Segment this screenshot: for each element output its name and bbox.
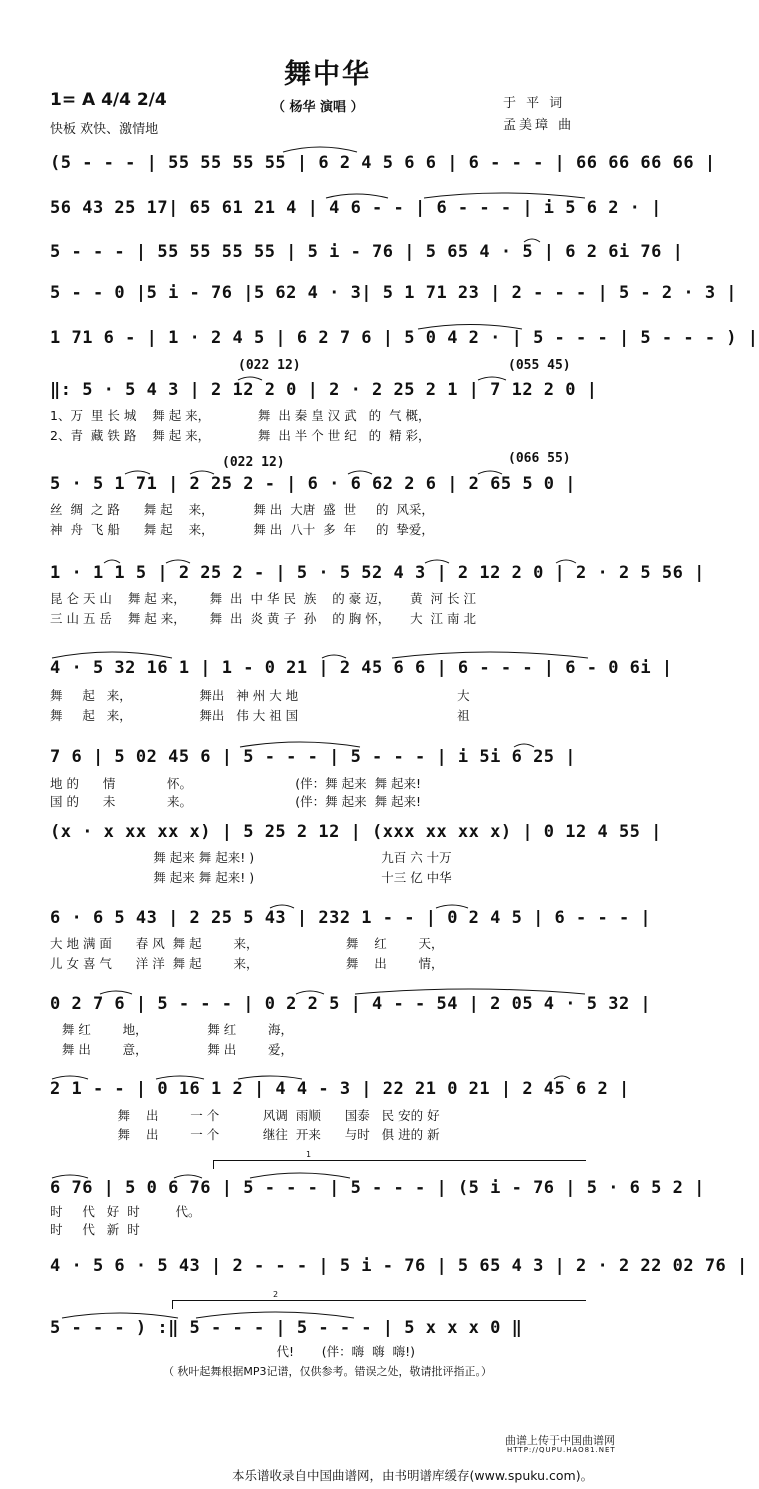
source-credit: 本乐谱收录自中国曲谱网，由书明谱库缓存(www.spuku.com)。 [232,1468,594,1483]
slur [418,325,522,330]
slur [326,194,388,198]
lyric-line: 舞 出 意， 舞 出 爱， [50,1042,294,1057]
lyric-line: 舞 红 地， 舞 红 海， [50,1022,294,1037]
slur [104,560,120,563]
slur [196,1312,354,1318]
slur [174,1175,202,1178]
notes-line: (x · x xx xx x) | 5 25 2 12 | (xxx xx xx x) | 0 12 4 55 | [50,822,662,842]
lyric-line: 时 代 好 时 代。 [50,1204,201,1219]
slur [436,905,468,908]
lyricist-credit: 于 平 词 [503,96,566,111]
slur [166,560,190,563]
notes-line: 6 76 | 5 0 6 76 | 5 - - - | 5 - - - | (5 i - 76 | 5 · 6 5 2 | [50,1178,705,1198]
slur [283,147,357,152]
lyric-line: 三 山 五 岳 舞 起 来， 舞 出 炎 黄 子 孙 的 胸 怀， 大 江 南 北 [50,611,476,626]
slur [478,471,502,474]
key-signature: 1= A 4/4 2/4 [50,90,167,110]
slur [556,560,576,563]
slur [190,471,214,474]
singer-credit: （ 杨华 演唱 ） [272,100,364,115]
slur [62,1313,178,1318]
composer-credit: 孟美璋 曲 [503,118,575,133]
footnote: （ 秋叶起舞根据MP3记谱，仅供参考。错误之处，敬请批评指正。） [162,1365,493,1378]
slur [424,193,585,198]
slur [348,471,372,474]
notes-line: 5 - - - | 55 55 55 55 | 5 i - 76 | 5 65 4 · 5 | 6 2 6i 76 | [50,242,684,262]
lyric-line: 国 的 未 来。 (伴：舞 起来 舞 起来! [50,794,422,809]
slur [156,1076,204,1079]
slur [238,1076,302,1079]
volta-number: 1 [306,1150,312,1159]
notes-line: 0 2 7 6 | 5 - - - | 0 2 2 5 | 4 - - 54 | 2 05 4 · 5 32 | [50,994,652,1014]
slur [100,991,132,994]
slur [322,655,346,658]
lyric-line: 舞 出 一 个 继往 开来 与时 俱 进的 新 [50,1127,440,1142]
notes-line: 56 43 25 17| 65 61 21 4 | 4 6 - - | 6 - - - | i 5 6 2 · | [50,198,662,218]
slur [270,905,294,908]
slur [52,1175,88,1178]
notes-line: ‖: 5 · 5 4 3 | 2 12 2 0 | 2 · 2 25 2 1 | 7 12 2 0 | [50,380,598,400]
lyric-line: 2、青 藏 铁 路 舞 起 来， 舞 出 半 个 世 纪 的 精 彩， [50,428,431,443]
lyric-line: 代! (伴：嗨 嗨 嗨!) [50,1344,415,1359]
lyric-line: 大 地 满 面 春 风 舞 起 来， 舞 红 天， [50,936,444,951]
slur [296,991,324,994]
lyric-line: 昆 仑 天 山 舞 起 来， 舞 出 中 华 民 族 的 豪 迈， 黄 河 长 江 [50,591,476,606]
volta-number: 2 [273,1290,279,1299]
tempo-marking: 快板 欢快、激情地 [50,122,159,137]
lyric-line: 舞 出 一 个 风调 雨顺 国泰 民 安的 好 [50,1108,440,1123]
slur [478,377,506,380]
lyric-line: 地 的 情 怀。 (伴：舞 起来 舞 起来! [50,776,422,791]
notes-line: 4 · 5 32 16 1 | 1 - 0 21 | 2 45 6 6 | 6 - - - | 6 - 0 6i | [50,658,673,678]
slur [52,652,172,658]
fill-notes: (055 45) [508,358,571,373]
slur [554,1076,570,1079]
slur [514,744,534,747]
lyric-line: 舞 起来 舞 起来! ) 九百 六 十万 [50,850,452,865]
upload-credit: 曲谱上传于中国曲谱网 [505,1434,615,1447]
slur [240,742,360,747]
slur [524,239,540,242]
slur [425,560,449,563]
notes-line: 5 - - - ) :‖ 5 - - - | 5 - - - | 5 x x x 0 ‖ [50,1318,523,1338]
notes-line: 5 - - 0 |5 i - 76 |5 62 4 · 3| 5 1 71 23 | 2 - - - | 5 - 2 · 3 | [50,283,738,303]
slur [125,471,150,474]
fill-notes: (022 12) [238,358,301,373]
notes-line: 1 · 1 1 5 | 2 25 2 - | 5 · 5 52 4 3 | 2 12 2 0 | 2 · 2 5 56 | [50,563,705,583]
lyric-line: 神 舟 飞 船 舞 起 来， 舞 出 八十 多 年 的 挚爱， [50,522,434,537]
upload-url[interactable]: HTTP://QUPU.HAO81.NET [507,1446,616,1454]
notes-line: 5 · 5 1 71 | 2 25 2 - | 6 · 6 62 2 6 | 2 65 5 0 | [50,474,577,494]
slur [355,989,585,994]
notes-line: 4 · 5 6 · 5 43 | 2 - - - | 5 i - 76 | 5 65 4 3 | 2 · 2 22 02 76 | [50,1256,748,1276]
slur [392,652,588,658]
slur [238,377,262,380]
song-title: 舞中华 [284,59,371,90]
notes-line: 6 · 6 5 43 | 2 25 5 43 | 232 1 - - | 0 2 4 5 | 6 - - - | [50,908,652,928]
notes-line: 2 1 - - | 0 16 1 2 | 4 4 - 3 | 22 21 0 21 | 2 45 6 2 | [50,1079,630,1099]
slur [52,1076,88,1079]
notes-line: 7 6 | 5 02 45 6 | 5 - - - | 5 - - - | i 5i 6 25 | [50,747,577,767]
fill-notes: (022 12) [222,455,285,470]
lyric-line: 舞 起来 舞 起来! ) 十三 亿 中华 [50,870,452,885]
lyric-line: 时 代 新 时 [50,1222,140,1237]
lyric-line: 1、万 里 长 城 舞 起 来， 舞 出 秦 皇 汉 武 的 气 概， [50,408,431,423]
lyric-line: 舞 起 来， 舞出 伟 大 祖 国 祖 [50,708,470,723]
slur [250,1173,350,1178]
lyric-line: 舞 起 来， 舞出 神 州 大 地 大 [50,688,470,703]
lyric-line: 丝 绸 之 路 舞 起 来， 舞 出 大唐 盛 世 的 风采， [50,502,434,517]
notes-line: 1 71 6 - | 1 · 2 4 5 | 6 2 7 6 | 5 0 4 2 · | 5 - - - | 5 - - - ) | [50,328,759,348]
fill-notes: (066 55) [508,451,571,466]
lyric-line: 儿 女 喜 气 洋 洋 舞 起 来， 舞 出 情， [50,956,444,971]
notes-line: (5 - - - | 55 55 55 55 | 6 2 4 5 6 6 | 6 - - - | 66 66 66 66 | [50,153,716,173]
